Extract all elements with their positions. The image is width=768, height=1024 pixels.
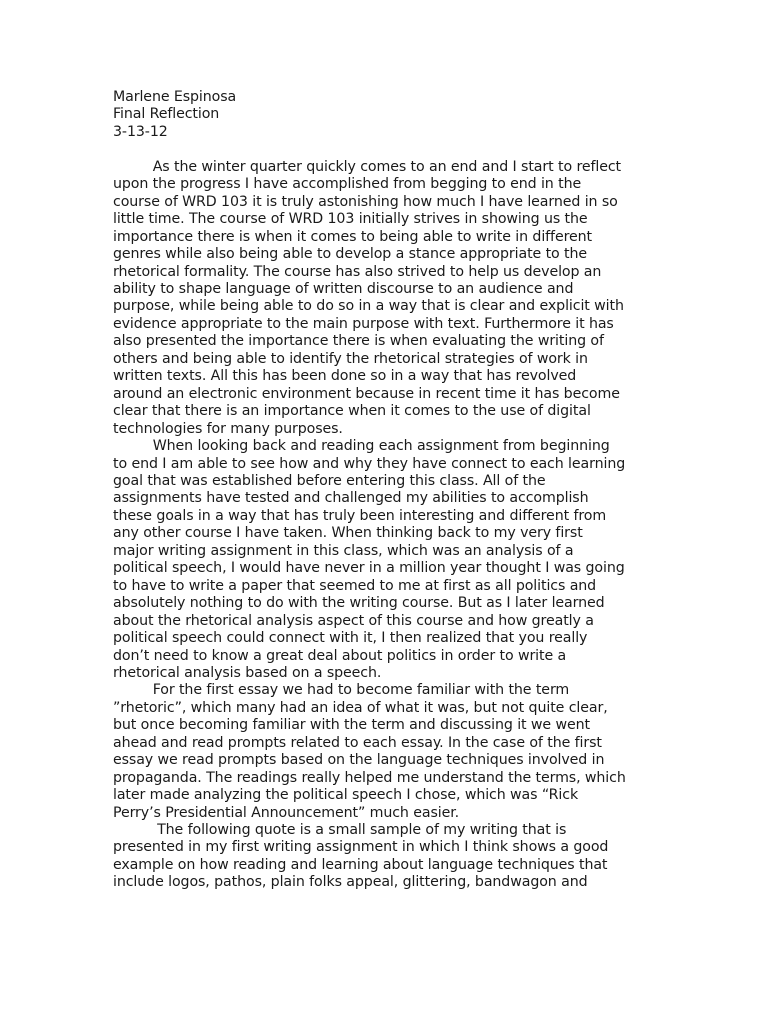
text-line: The following quote is a small sample of my writing that is (113, 822, 567, 839)
text-line: any other course I have taken. When thinking back to my very first (113, 525, 583, 542)
text-line: For the first essay we had to become familiar with the term (113, 682, 570, 699)
text-line: political speech, I would have never in a million year thought I was going (113, 560, 625, 577)
text-line: upon the progress I have accomplished from begging to end in the (113, 176, 582, 193)
text-line: When looking back and reading each assignment from beginning (113, 438, 610, 455)
text-line: essay we read prompts based on the language techniques involved in (113, 752, 605, 769)
text-line: to have to write a paper that seemed to me at first as all politics and (113, 577, 597, 594)
text-line: As the winter quarter quickly comes to an end and I start to reflect (113, 158, 622, 175)
text-line: purpose, while being able to do so in a way that is clear and explicit with (113, 298, 624, 315)
text-line: major writing assignment in this class, which was an analysis of a (113, 542, 574, 559)
paragraph (113, 438, 658, 682)
text-line: genres while also being able to develop a stance appropriate to the (113, 246, 588, 263)
author-name: Marlene Espinosa (113, 89, 237, 105)
text-line: clear that there is an importance when it comes to the use of digital (113, 403, 591, 420)
text-line: absolutely nothing to do with the writing course. But as I later learned (113, 595, 605, 612)
paragraph (113, 682, 658, 822)
text-line: rhetorical analysis based on a speech. (113, 664, 382, 681)
header-spacer (113, 141, 658, 158)
text-line: presented in my first writing assignment in which I think shows a good (113, 839, 609, 856)
text-line: Perry’s Presidential Announcement” much easier. (113, 804, 460, 821)
text-line: example on how reading and learning about language techniques that (113, 856, 608, 873)
text-line: others and being able to identify the rhetorical strategies of work in (113, 350, 588, 367)
text-line: about the rhetorical analysis aspect of this course and how greatly a (113, 612, 594, 629)
text-line: ability to shape language of written discourse to an audience and (113, 280, 574, 297)
text-line: goal that was established before entering this class. All of the (113, 472, 546, 489)
text-line: course of WRD 103 it is truly astonishing how much I have learned in so (113, 193, 618, 210)
text-line: ahead and read prompts related to each essay. In the case of the first (113, 734, 602, 751)
document-title: Final Reflection (113, 106, 220, 123)
text-line: technologies for many purposes. (113, 420, 343, 437)
text-line: these goals in a way that has truly been interesting and different from (113, 507, 607, 524)
text-line: propaganda. The readings really helped me understand the terms, which (113, 769, 626, 786)
text-line: later made analyzing the political speech I chose, which was “Rick (113, 787, 579, 804)
text-line: evidence appropriate to the main purpose with text. Furthermore it has (113, 315, 614, 332)
text-line: written texts. All this has been done so in a way that has revolved (113, 368, 577, 385)
paragraph (113, 822, 658, 892)
text-line: don’t need to know a great deal about politics in order to write a (113, 647, 567, 664)
text-line: rhetorical formality. The course has also strived to help us develop an (113, 263, 602, 280)
text-line: political speech could connect with it, I then realized that you really (113, 630, 588, 647)
text-line: but once becoming familiar with the term and discussing it we went (113, 717, 590, 734)
text-line: importance there is when it comes to being able to write in different (113, 228, 592, 245)
text-line: also presented the importance there is when evaluating the writing of (113, 333, 604, 350)
text-line: to end I am able to see how and why they have connect to each learning (113, 455, 626, 472)
text-line: around an electronic environment because in recent time it has become (113, 385, 620, 402)
text-line: ”rhetoric”, which many had an idea of what it was, but not quite clear, (113, 699, 608, 716)
body-text (113, 159, 658, 892)
text-line: little time. The course of WRD 103 initially strives in showing us the (113, 211, 588, 228)
document-date: 3-13-12 (113, 123, 168, 140)
paragraph (113, 159, 658, 438)
text-line: assignments have tested and challenged my abilities to accomplish (113, 490, 589, 507)
text-line: include logos, pathos, plain folks appeal, glittering, bandwagon and (113, 874, 588, 891)
document-page (113, 89, 658, 892)
